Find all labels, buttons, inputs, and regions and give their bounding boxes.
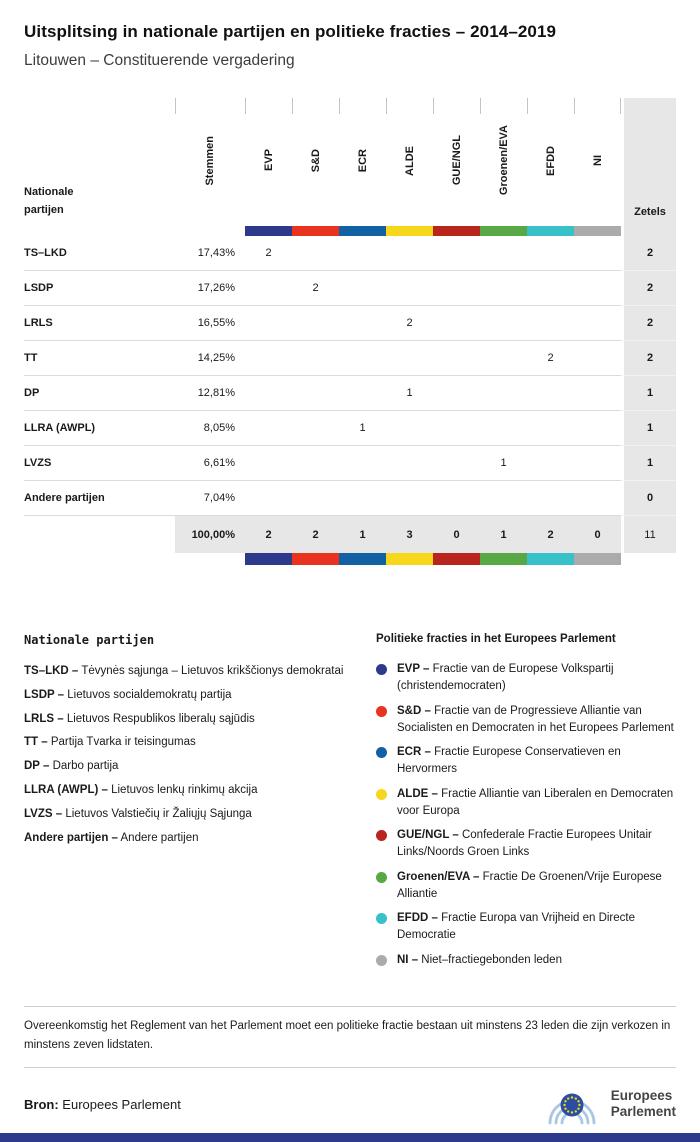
- party-name: TT: [24, 341, 175, 376]
- seat-cell: [527, 236, 574, 271]
- votes-cell: 17,26%: [175, 271, 245, 306]
- seat-cell: [480, 376, 527, 411]
- seat-cell: [339, 341, 386, 376]
- legend-item: LSDP – Lietuvos socialdemokratų partija: [24, 688, 232, 701]
- seat-cell: [292, 306, 339, 341]
- total-seats-cell: 2: [621, 341, 676, 376]
- seat-cell: [245, 446, 292, 481]
- seat-cell: [527, 446, 574, 481]
- total-seat-cell: 3: [386, 516, 433, 553]
- legend-item: TS–LKD – Tėvynės sąjunga – Lietuvos krikščionys demokratai: [24, 665, 344, 677]
- page-title: Uitsplitsing in nationale partijen en politieke fracties – 2014–2019: [24, 22, 557, 41]
- total-seats-cell: 0: [621, 481, 676, 516]
- table-row: [24, 446, 676, 481]
- seat-cell: 2: [386, 306, 433, 341]
- results-table: [24, 98, 676, 565]
- seat-cell: [292, 341, 339, 376]
- group-color-bar-row: [24, 226, 676, 236]
- legend-item: S&D – Fractie van de Progressieve Alliantie van Socialisten en Democraten in het Europees Parlement: [376, 703, 676, 738]
- seat-cell: [245, 271, 292, 306]
- legend-item: Andere partijen – Andere partijen: [24, 831, 199, 844]
- seat-cell: [433, 271, 480, 306]
- group-color-dot: [376, 664, 387, 675]
- col-header-groenen-eva: Groenen/EVA: [497, 125, 510, 196]
- seat-cell: [386, 271, 433, 306]
- group-color-dot: [376, 872, 387, 883]
- seat-cell: [292, 481, 339, 516]
- col-header-ni: NI: [591, 155, 604, 166]
- total-seat-cell: 2: [245, 516, 292, 553]
- footnote-text: Overeenkomstig het Reglement van het Parlement moet een politieke fractie bestaan uit minstens 23 leden die zijn verkozen in minstens zeven lidstaten.: [24, 1020, 671, 1052]
- party-name: TS–LKD: [24, 236, 175, 271]
- seat-cell: 1: [386, 376, 433, 411]
- seat-cell: [245, 411, 292, 446]
- table-row: [24, 236, 676, 271]
- total-seats-cell: 2: [621, 306, 676, 341]
- seat-cell: [480, 271, 527, 306]
- row-header-label: Nationale partijen: [24, 185, 74, 217]
- seat-cell: [292, 411, 339, 446]
- seat-cell: 1: [339, 411, 386, 446]
- seat-cell: [480, 236, 527, 271]
- seat-cell: [527, 306, 574, 341]
- col-header-efdd: EFDD: [544, 145, 557, 176]
- group-color-bar: [339, 553, 386, 565]
- col-header-ecr: ECR: [356, 148, 369, 173]
- total-seat-cell: 2: [292, 516, 339, 553]
- seat-cell: [527, 481, 574, 516]
- seat-cell: [386, 341, 433, 376]
- votes-cell: 16,55%: [175, 306, 245, 341]
- legend-item: NI – Niet–fractiegebonden leden: [376, 952, 676, 969]
- group-color-bar: [339, 226, 386, 236]
- seat-cell: [480, 411, 527, 446]
- party-name: DP: [24, 376, 175, 411]
- seat-cell: [574, 481, 621, 516]
- table-total-row: [24, 516, 676, 553]
- national-parties-legend: [24, 633, 354, 976]
- group-color-bar: [433, 553, 480, 565]
- col-header-alde: ALDE: [403, 145, 416, 176]
- legend-item: ALDE – Fractie Alliantie van Liberalen en Democraten voor Europa: [376, 786, 676, 821]
- seat-cell: [292, 376, 339, 411]
- group-color-dot: [376, 830, 387, 841]
- total-seats-cell: 1: [621, 376, 676, 411]
- political-groups-heading: Politieke fracties in het Europees Parlement: [376, 633, 616, 645]
- table-header-row: [24, 98, 676, 226]
- group-color-bar: [292, 553, 339, 565]
- legend-item: EFDD – Fractie Europa van Vrijheid en Directe Democratie: [376, 910, 676, 945]
- seat-cell: [245, 376, 292, 411]
- source-label: Bron:: [24, 1096, 59, 1112]
- legend-item: LVZS – Lietuvos Valstiečių ir Žaliųjų Sąjunga: [24, 807, 252, 820]
- seat-cell: [386, 236, 433, 271]
- footer: [24, 1006, 676, 1126]
- legend-item: EVP – Fractie van de Europese Volkspartij (christendemocraten): [376, 661, 676, 696]
- group-color-bar: [245, 226, 292, 236]
- seat-cell: [386, 411, 433, 446]
- national-parties-heading: Nationale partijen: [24, 633, 155, 647]
- group-color-bar: [480, 226, 527, 236]
- seat-cell: [480, 306, 527, 341]
- group-color-bar: [480, 553, 527, 565]
- seat-cell: [386, 481, 433, 516]
- seat-cell: [433, 341, 480, 376]
- grand-total-seats: 11: [621, 516, 676, 553]
- total-seats-cell: 1: [621, 411, 676, 446]
- legend-item: ECR – Fractie Europese Conservatieven en Hervormers: [376, 744, 676, 779]
- seat-cell: [292, 446, 339, 481]
- votes-cell: 17,43%: [175, 236, 245, 271]
- total-seat-cell: 0: [433, 516, 480, 553]
- seat-cell: [527, 411, 574, 446]
- group-color-dot: [376, 913, 387, 924]
- seat-cell: [433, 236, 480, 271]
- col-header-zetels: Zetels: [634, 206, 666, 218]
- seat-cell: [245, 481, 292, 516]
- seat-cell: [574, 376, 621, 411]
- legend-item: LRLS – Lietuvos Respublikos liberalų sąjūdis: [24, 712, 255, 725]
- votes-cell: 8,05%: [175, 411, 245, 446]
- seat-cell: 2: [527, 341, 574, 376]
- seat-cell: [245, 341, 292, 376]
- seat-cell: 1: [480, 446, 527, 481]
- total-seats-cell: 2: [621, 271, 676, 306]
- seat-cell: [245, 306, 292, 341]
- group-color-bar: [574, 553, 621, 565]
- seat-cell: [433, 446, 480, 481]
- seat-cell: [574, 411, 621, 446]
- seat-cell: [480, 341, 527, 376]
- group-color-dot: [376, 789, 387, 800]
- seat-cell: [386, 446, 433, 481]
- total-seat-cell: 0: [574, 516, 621, 553]
- total-votes: 100,00%: [175, 516, 245, 553]
- votes-cell: 7,04%: [175, 481, 245, 516]
- group-color-dot: [376, 955, 387, 966]
- party-name: LLRA (AWPL): [24, 411, 175, 446]
- source-line: [24, 1097, 181, 1112]
- seat-cell: [480, 481, 527, 516]
- seat-cell: [574, 306, 621, 341]
- total-seat-cell: 1: [480, 516, 527, 553]
- group-color-dot: [376, 706, 387, 717]
- legend-section: [24, 633, 676, 976]
- seat-cell: 2: [245, 236, 292, 271]
- table-row: [24, 306, 676, 341]
- seat-cell: [527, 376, 574, 411]
- seat-cell: [574, 271, 621, 306]
- table-row: [24, 271, 676, 306]
- total-seats-cell: 1: [621, 446, 676, 481]
- table-row: [24, 341, 676, 376]
- votes-cell: 14,25%: [175, 341, 245, 376]
- group-color-bar: [527, 553, 574, 565]
- total-seat-cell: 1: [339, 516, 386, 553]
- col-header-evp: EVP: [262, 149, 275, 172]
- legend-item: GUE/NGL – Confederale Fractie Europees Unitair Links/Noords Groen Links: [376, 827, 676, 862]
- table-row: [24, 481, 676, 516]
- group-color-bar: [292, 226, 339, 236]
- party-name: LVZS: [24, 446, 175, 481]
- seat-cell: [574, 236, 621, 271]
- seat-cell: [433, 376, 480, 411]
- seat-cell: [339, 376, 386, 411]
- group-color-bar: [245, 553, 292, 565]
- seat-cell: [433, 481, 480, 516]
- votes-cell: 12,81%: [175, 376, 245, 411]
- seat-cell: [339, 446, 386, 481]
- legend-item: Groenen/EVA – Fractie De Groenen/Vrije Europese Alliantie: [376, 869, 676, 904]
- seat-cell: [433, 306, 480, 341]
- seat-cell: [339, 271, 386, 306]
- source-name: Europees Parlement: [62, 1096, 181, 1112]
- seat-cell: [574, 341, 621, 376]
- political-groups-legend: [376, 633, 676, 976]
- seat-cell: [527, 271, 574, 306]
- party-name: LSDP: [24, 271, 175, 306]
- ep-logo: [543, 1082, 676, 1126]
- group-color-bar: [574, 226, 621, 236]
- col-header-sd: S&D: [309, 148, 322, 173]
- total-seats-cell: 2: [621, 236, 676, 271]
- col-header-guengl: GUE/NGL: [450, 135, 463, 186]
- group-color-bar: [386, 226, 433, 236]
- seat-cell: [433, 411, 480, 446]
- legend-item: LLRA (AWPL) – Lietuvos lenkų rinkimų akcija: [24, 784, 258, 797]
- seat-cell: [339, 236, 386, 271]
- party-name: LRLS: [24, 306, 175, 341]
- bottom-accent-bar: [0, 1133, 700, 1142]
- seat-cell: [339, 481, 386, 516]
- group-color-bar: [527, 226, 574, 236]
- seat-cell: [574, 446, 621, 481]
- group-color-bar: [386, 553, 433, 565]
- ep-logo-text: Europees Parlement: [610, 1088, 676, 1119]
- party-name: Andere partijen: [24, 481, 175, 516]
- seat-cell: 2: [292, 271, 339, 306]
- col-header-stemmen: Stemmen: [204, 135, 216, 186]
- votes-cell: 6,61%: [175, 446, 245, 481]
- table-row: [24, 376, 676, 411]
- group-color-bar-row-bottom: [24, 553, 676, 565]
- table-row: [24, 411, 676, 446]
- total-seat-cell: 2: [527, 516, 574, 553]
- seat-cell: [292, 236, 339, 271]
- legend-item: TT – Partija Tvarka ir teisingumas: [24, 736, 196, 749]
- seat-cell: [339, 306, 386, 341]
- page-subtitle: Litouwen – Constituerende vergadering: [24, 52, 295, 69]
- group-color-dot: [376, 747, 387, 758]
- ep-logo-icon: [543, 1082, 601, 1126]
- group-color-bar: [433, 226, 480, 236]
- legend-item: DP – Darbo partija: [24, 760, 119, 773]
